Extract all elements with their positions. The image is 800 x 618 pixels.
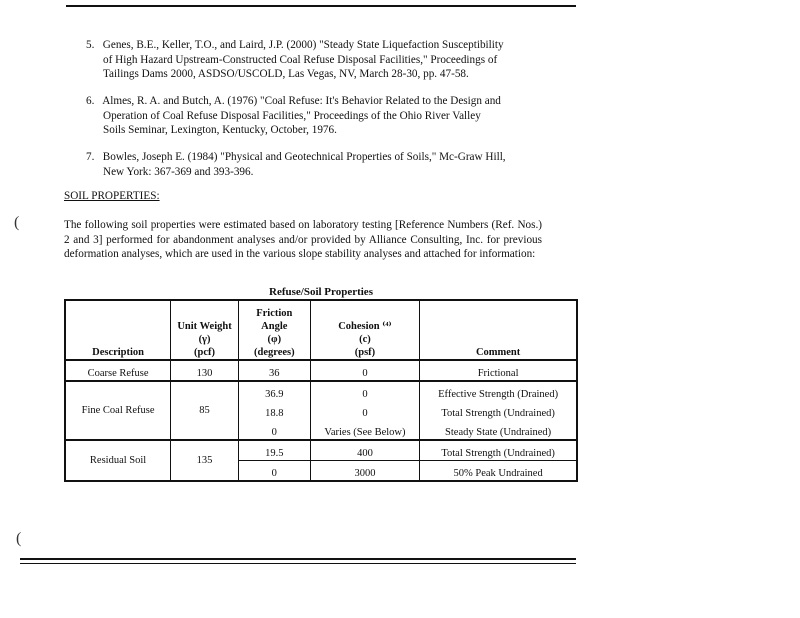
cell-comment: 50% Peak Undrained <box>420 461 577 482</box>
table-row <box>65 440 577 461</box>
reference-number: 7. <box>86 151 95 163</box>
cell-cohesion: 0 <box>310 360 420 381</box>
cell-comment: Steady State (Undrained) <box>420 420 577 440</box>
cell-comment: Total Strength (Undrained) <box>420 440 577 461</box>
reference-text: Tailings Dams 2000, ASDSO/USCOLD, Las Vegas, NV, March 28-30, pp. 47-58. <box>103 68 469 80</box>
cell-cohesion: 3000 <box>310 461 420 482</box>
cell-description: Fine Coal Refuse <box>65 381 171 440</box>
cell-unit-weight: 135 <box>171 440 239 481</box>
binder-hole-mark: ( <box>14 214 20 231</box>
table-title: Refuse/Soil Properties <box>269 286 373 298</box>
bottom-rule-1 <box>20 558 576 560</box>
cell-friction: 0 <box>238 420 310 440</box>
top-rule <box>66 5 576 7</box>
header-description: Description <box>65 300 171 360</box>
cell-unit-weight: 130 <box>171 360 239 381</box>
body-paragraph: The following soil properties were estimated based on laboratory testing [Reference Numbers (Ref. Nos.) 2 and 3] performed for abandonment analyses and/or provided by Alliance Consulting, Inc. for previous deformation analyses, which are used in the various slope stability analyses and attached for information: <box>64 219 542 260</box>
reference-text: of High Hazard Upstream-Constructed Coal Refuse Disposal Facilities," Proceedings of <box>103 53 498 66</box>
cell-description: Coarse Refuse <box>65 360 171 381</box>
reference-number: 5. <box>86 39 95 51</box>
cell-friction: 19.5 <box>238 440 310 461</box>
reference-text: Soils Seminar, Lexington, Kentucky, October, 1976. <box>103 124 337 136</box>
cell-cohesion: 0 <box>310 401 420 420</box>
cell-comment: Effective Strength (Drained) <box>420 381 577 401</box>
reference-item <box>86 38 546 82</box>
cell-comment: Total Strength (Undrained) <box>420 401 577 420</box>
table-row <box>65 381 577 401</box>
cell-friction: 36 <box>238 360 310 381</box>
reference-number: 6. <box>86 95 95 107</box>
cell-friction: 36.9 <box>238 381 310 401</box>
reference-text: Bowles, Joseph E. (1984) "Physical and Geotechnical Properties of Soils," Mc-Graw Hill, <box>102 151 506 163</box>
section-heading: SOIL PROPERTIES: <box>64 190 160 202</box>
binder-hole-mark: ( <box>16 530 22 547</box>
header-comment: Comment <box>420 300 577 360</box>
cell-comment: Frictional <box>420 360 577 381</box>
reference-text: Almes, R. A. and Butch, A. (1976) "Coal Refuse: It's Behavior Related to the Design and <box>102 95 501 107</box>
header-unit-weight: Unit Weight (γ) (pcf) <box>171 300 239 360</box>
cell-friction: 0 <box>238 461 310 482</box>
header-cohesion: Cohesion ⁽⁴⁾ (c) (psf) <box>310 300 420 360</box>
cell-description: Residual Soil <box>65 440 171 481</box>
reference-text: Genes, B.E., Keller, T.O., and Laird, J.P. (2000) "Steady State Liquefaction Susceptibility <box>102 39 504 51</box>
cell-cohesion: 0 <box>310 381 420 401</box>
bottom-rule-2 <box>20 563 576 564</box>
header-friction-angle: Friction Angle (φ) (degrees) <box>238 300 310 360</box>
cell-cohesion: 400 <box>310 440 420 461</box>
table-row <box>65 360 577 381</box>
cell-friction: 18.8 <box>238 401 310 420</box>
reference-text: New York: 367-369 and 393-396. <box>103 165 254 178</box>
reference-item <box>86 150 546 179</box>
reference-item <box>86 94 546 138</box>
soil-properties-table <box>64 299 578 482</box>
reference-text: Operation of Coal Refuse Disposal Facilities," Proceedings of the Ohio River Valley <box>103 109 481 122</box>
cell-unit-weight: 85 <box>171 381 239 440</box>
cell-cohesion: Varies (See Below) <box>310 420 420 440</box>
